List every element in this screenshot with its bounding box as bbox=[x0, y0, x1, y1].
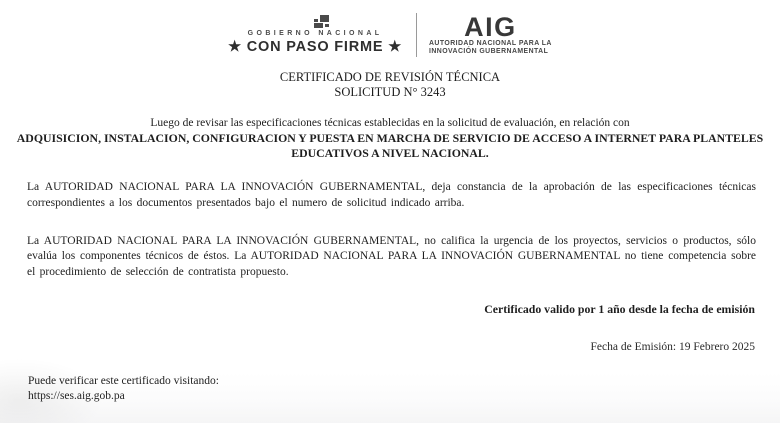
title-line: CERTIFICADO DE REVISIÓN TÉCNICA bbox=[279, 70, 501, 84]
aig-subline-2: INNOVACIÓN GUBERNAMENTAL bbox=[429, 48, 549, 55]
project-subject: ADQUISICION, INSTALACION, CONFIGURACION Y PUESTA EN MARCHA DE SERVICIO DE ACCESO A INTERNET PARA PLANTELES EDUCATIVOS A NIVEL NACIONAL. bbox=[16, 131, 764, 160]
intro-block bbox=[0, 116, 780, 161]
validity-statement: Certificado valido por 1 año desde la fecha de emisión bbox=[484, 301, 755, 316]
aig-acronym: AIG bbox=[464, 11, 517, 42]
header-logos bbox=[0, 0, 780, 57]
paragraph-disclaimer: La AUTORIDAD NACIONAL PARA LA INNOVACIÓN GUBERNAMENTAL, no califica la urgencia de los proyectos, servicios o productos, sólo evalúa los componentes técnicos de éstos. La AUTORIDAD NACIONAL PARA LA INNOVACIÓN GUBERNAMENTAL no tiene competencia sobre el procedimiento de selección de contratista propuesto. bbox=[27, 234, 756, 279]
emission-date: Fecha de Emisión: 19 Febrero 2025 bbox=[590, 340, 755, 353]
gobierno-nacional-logo bbox=[228, 15, 416, 55]
paragraph-approval: La AUTORIDAD NACIONAL PARA LA INNOVACIÓN GUBERNAMENTAL, deja constancia de la aprobación de las especificaciones técnicas correspondientes a los documentos presentados bajo el numero de solicitud indicado arriba. bbox=[27, 181, 756, 209]
aig-logo bbox=[417, 11, 552, 57]
solicitud-number: SOLICITUD N° 3243 bbox=[334, 85, 446, 99]
gobierno-pixel-icon bbox=[311, 15, 333, 28]
verify-instruction: Puede verificar este certificado visitando: bbox=[28, 374, 219, 387]
body-paragraphs bbox=[27, 180, 756, 281]
verification-footer bbox=[28, 374, 780, 405]
aig-subline-1: AUTORIDAD NACIONAL PARA LA bbox=[429, 39, 552, 47]
document-title bbox=[0, 70, 780, 100]
gobierno-nacional-label: GOBIERNO NACIONAL bbox=[247, 30, 383, 37]
intro-line: Luego de revisar las especificaciones técnicas establecidas en la solicitud de evaluación, en relación con bbox=[150, 117, 630, 129]
verify-url: https://ses.aig.gob.pa bbox=[28, 390, 125, 403]
con-paso-firme-slogan: ★ CON PASO FIRME ★ bbox=[228, 39, 402, 55]
